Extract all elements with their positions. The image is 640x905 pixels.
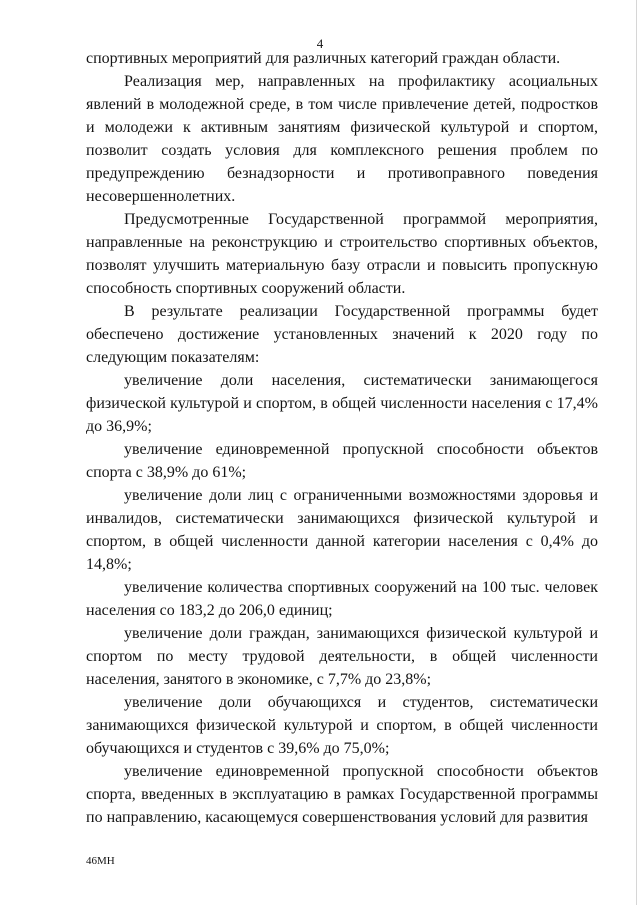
indicator-students-share: увеличение доли обучающихся и студентов, систематически занимающихся физической культурой и спортом, в общей численности обучающихся и студентов с 39,6% до 75,0%; bbox=[86, 694, 598, 757]
indicator-new-facilities-capacity: увеличение единовременной пропускной способности объектов спорта, введенных в эксплуатацию в рамках Государственной программы по направлению, касающемуся совершенствования условий для развития bbox=[86, 763, 598, 826]
body-text bbox=[86, 47, 598, 829]
indicator-capacity: увеличение единовременной пропускной способности объектов спорта с 38,9% до 61%; bbox=[86, 441, 598, 481]
paragraph-indicators-intro: В результате реализации Государственной программы будет обеспечено достижение установленных значений к 2020 году по следующим показателям: bbox=[86, 303, 598, 366]
indicator-workplace-share: увеличение доли граждан, занимающихся физической культурой и спортом по месту трудовой деятельности, в общей численности населения, занятого в экономике, с 7,7% до 23,8%; bbox=[86, 625, 598, 688]
paragraph-continuation: спортивных мероприятий для различных категорий граждан области. bbox=[86, 50, 561, 67]
paragraph-construction: Предусмотренные Государственной программой мероприятия, направленные на реконструкцию и строительство спортивных объектов, позволят улучшить материальную базу отрасли и повысить пропускную способность спортивных сооружений области. bbox=[86, 211, 598, 297]
indicator-population-share: увеличение доли населения, систематически занимающегося физической культурой и спортом, в общей численности населения с 17,4% до 36,9%; bbox=[86, 372, 598, 435]
page-number: 4 bbox=[316, 36, 324, 51]
indicator-facilities-count: увеличение количества спортивных сооружений на 100 тыс. человек населения со 183,2 до 206,0 единиц; bbox=[86, 579, 598, 619]
indicator-disabled-share: увеличение доли лиц с ограниченными возможностями здоровья и инвалидов, систематически занимающихся физической культурой и спортом, в общей численности данной категории населения с 0,4% до 14,8%; bbox=[86, 487, 598, 573]
paragraph-asocial-prevention: Реализация мер, направленных на профилактику асоциальных явлений в молодежной среде, в том числе привлечение детей, подростков и молодежи к активным занятиям физической культурой и спортом, позволит создать условия для комплексного решения проблем по предупреждению безнадзорности и противоправного поведения несовершеннолетних. bbox=[86, 73, 598, 205]
scan-edge bbox=[636, 0, 637, 905]
footer-document-code: 46МН bbox=[86, 855, 115, 867]
